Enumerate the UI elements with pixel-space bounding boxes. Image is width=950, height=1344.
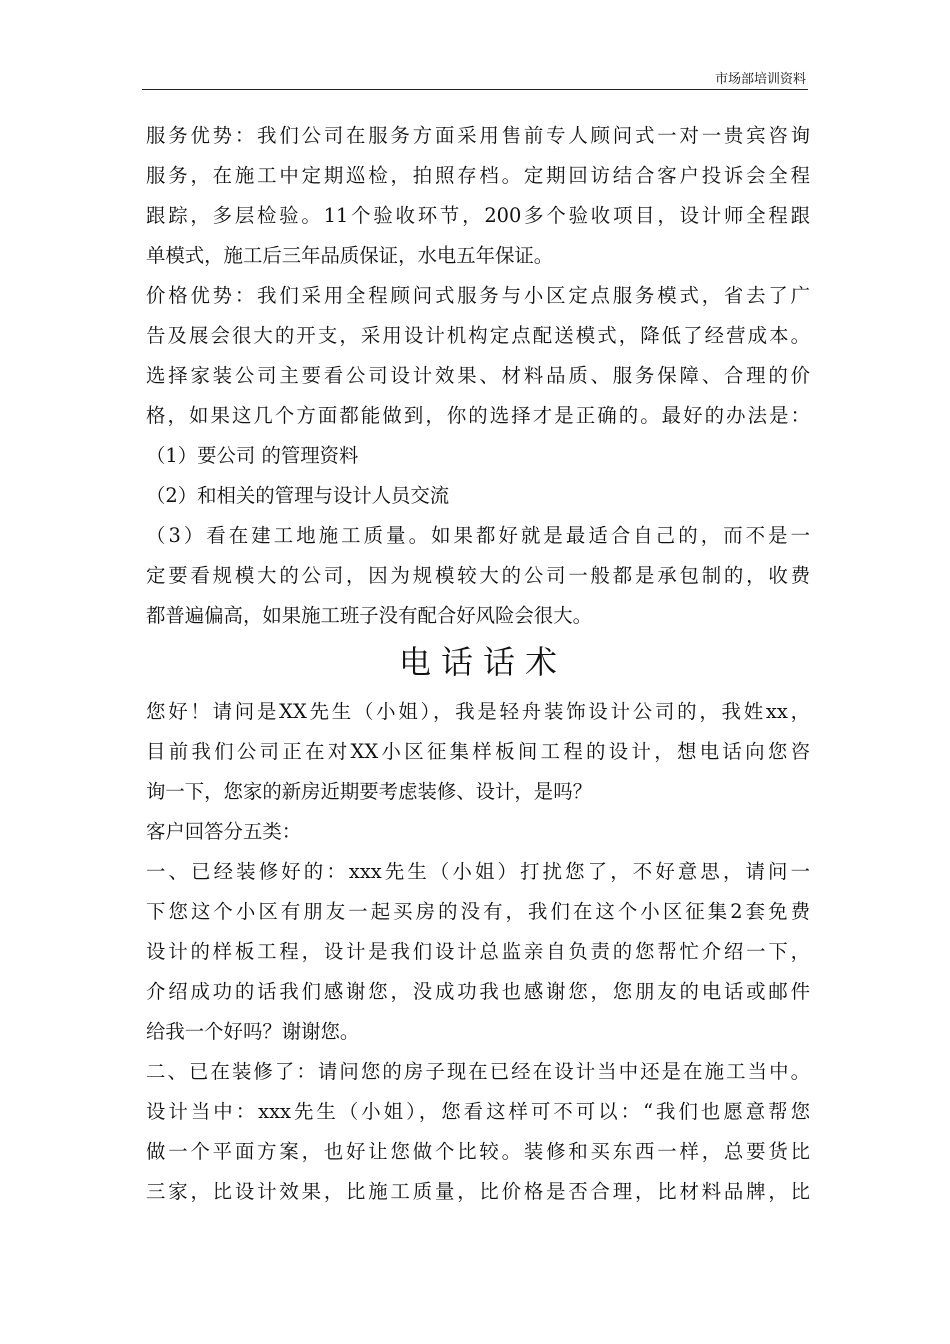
paragraph-line: 做一个平面方案，也好让您做个比较。装修和买东西一样，总要货比 — [146, 1140, 810, 1163]
paragraph-line: 给我一个好吗？谢谢您。 — [146, 1020, 360, 1043]
paragraph-line: 下您这个小区有朋友一起买房的没有，我们在这个小区征集2套免费 — [146, 900, 810, 923]
paragraph-line: 单模式，施工后三年品质保证，水电五年保证。 — [146, 244, 554, 267]
section-heading: 电话话术 — [398, 643, 567, 681]
paragraph-line: 设计当中：xxx先生（小姐），您看这样可不可以：“我们也愿意帮您 — [146, 1100, 810, 1123]
paragraph-line: 询一下，您家的新房近期要考虑装修、设计，是吗？ — [146, 780, 592, 803]
paragraph-line: 价格优势：我们采用全程顾问式服务与小区定点服务模式，省去了广 — [146, 284, 810, 307]
paragraph-line: 介绍成功的话我们感谢您，没成功我也感谢您，您朋友的电话或邮件 — [146, 980, 810, 1003]
paragraph-line: 告及展会很大的开支，采用设计机构定点配送模式，降低了经营成本。 — [146, 324, 810, 347]
paragraph-line: 定要看规模大的公司，因为规模较大的公司一般都是承包制的，收费 — [146, 564, 810, 587]
page-header-label: 市场部培训资料 — [714, 72, 806, 87]
paragraph-line: 客户回答分五类： — [146, 820, 302, 843]
paragraph-line: 跟踪，多层检验。11个验收环节，200多个验收项目，设计师全程跟 — [146, 204, 810, 227]
header-divider — [142, 89, 808, 90]
list-item: （2）和相关的管理与设计人员交流 — [146, 484, 450, 507]
list-item: （3）看在建工地施工质量。如果都好就是最适合自己的，而不是一 — [146, 524, 810, 547]
paragraph-line: 三家，比设计效果，比施工质量，比价格是否合理，比材料品牌，比 — [146, 1180, 810, 1203]
list-item: （1）要公司 的管理资料 — [146, 444, 359, 467]
document-body — [146, 116, 810, 1212]
paragraph-line: 服务优势：我们公司在服务方面采用售前专人顾问式一对一贵宾咨询 — [146, 124, 810, 147]
paragraph-line: 格，如果这几个方面都能做到，你的选择才是正确的。最好的办法是： — [146, 404, 810, 427]
paragraph-line: 您好！请问是XX先生（小姐），我是轻舟装饰设计公司的，我姓xx， — [146, 700, 810, 723]
paragraph-line: 设计的样板工程，设计是我们设计总监亲自负责的您帮忙介绍一下， — [146, 940, 810, 963]
paragraph-line: 二、已在装修了：请问您的房子现在已经在设计当中还是在施工当中。 — [146, 1060, 810, 1083]
paragraph-line: 服务，在施工中定期巡检，拍照存档。定期回访结合客户投诉会全程 — [146, 164, 810, 187]
paragraph-line: 都普遍偏高，如果施工班子没有配合好风险会很大。 — [146, 604, 592, 627]
paragraph-line: 目前我们公司正在对XX小区征集样板间工程的设计，想电话向您咨 — [146, 740, 810, 763]
paragraph-line: 选择家装公司主要看公司设计效果、材料品质、服务保障、合理的价 — [146, 364, 810, 387]
paragraph-line: 一、已经装修好的：xxx先生（小姐）打扰您了，不好意思，请问一 — [146, 860, 810, 883]
